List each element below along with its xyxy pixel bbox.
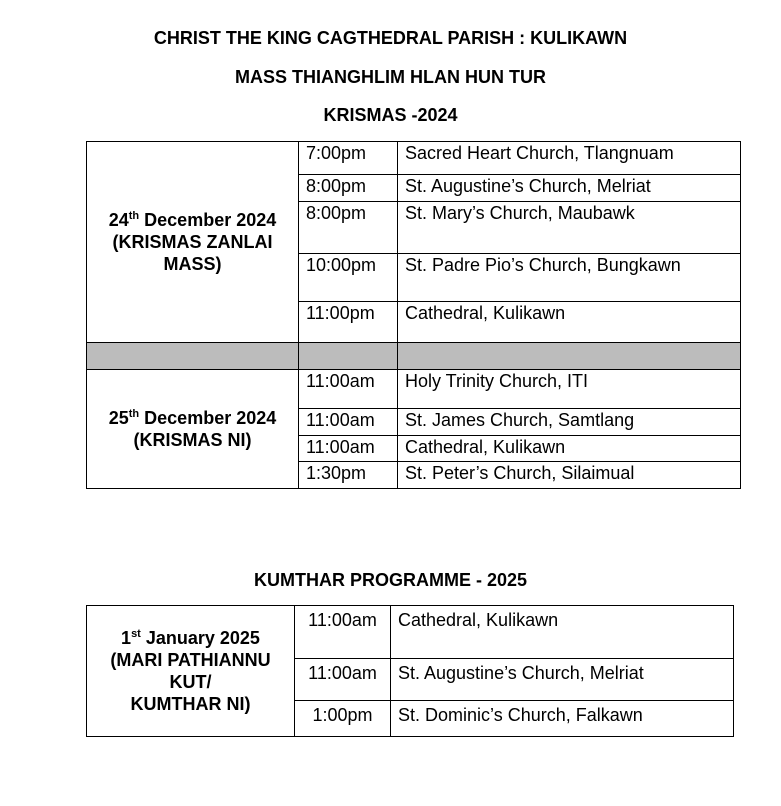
time-cell: 1:00pm — [295, 701, 391, 737]
separator-cell — [299, 343, 398, 370]
time-cell: 11:00am — [295, 606, 391, 659]
time-cell: 11:00am — [299, 436, 398, 462]
krismas-schedule-table — [86, 141, 741, 489]
date-cell-1-january: 1st January 2025 (MARI PATHIANNU KUT/ KUMTHAR NI) — [87, 606, 295, 737]
separator-cell — [398, 343, 741, 370]
kumthar-title: KUMTHAR PROGRAMME - 2025 — [253, 570, 528, 590]
separator-cell — [87, 343, 299, 370]
date-cell-25-december: 25th December 2024 (KRISMAS NI) — [87, 370, 299, 489]
place-cell: Cathedral, Kulikawn — [391, 606, 734, 659]
time-cell: 11:00am — [295, 659, 391, 701]
place-cell: St. Peter’s Church, Silaimual — [398, 462, 741, 489]
place-cell: St. Padre Pio’s Church, Bungkawn — [398, 254, 741, 302]
place-cell: Cathedral, Kulikawn — [398, 436, 741, 462]
separator-row — [87, 343, 741, 370]
place-cell: St. Augustine’s Church, Melriat — [391, 659, 734, 701]
schedule-title: MASS THIANGHLIM HLAN HUN TUR — [235, 67, 546, 87]
place-cell: St. Dominic’s Church, Falkawn — [391, 701, 734, 737]
kumthar-schedule-table — [86, 605, 734, 737]
place-cell: Cathedral, Kulikawn — [398, 302, 741, 343]
table-row — [87, 370, 741, 409]
place-cell: St. Augustine’s Church, Melriat — [398, 175, 741, 202]
date-cell-24-december: 24th December 2024 (KRISMAS ZANLAI MASS) — [87, 142, 299, 343]
krismas-title: KRISMAS -2024 — [323, 105, 458, 125]
time-cell: 8:00pm — [299, 202, 398, 254]
time-cell: 7:00pm — [299, 142, 398, 175]
time-cell: 10:00pm — [299, 254, 398, 302]
parish-title: CHRIST THE KING CAGTHEDRAL PARISH : KULIKAWN — [153, 28, 628, 48]
table-row — [87, 606, 734, 659]
place-cell: Holy Trinity Church, ITI — [398, 370, 741, 409]
time-cell: 8:00pm — [299, 175, 398, 202]
time-cell: 1:30pm — [299, 462, 398, 489]
place-cell: St. James Church, Samtlang — [398, 409, 741, 436]
time-cell: 11:00am — [299, 409, 398, 436]
place-cell: St. Mary’s Church, Maubawk — [398, 202, 741, 254]
time-cell: 11:00pm — [299, 302, 398, 343]
table-row — [87, 142, 741, 175]
time-cell: 11:00am — [299, 370, 398, 409]
place-cell: Sacred Heart Church, Tlangnuam — [398, 142, 741, 175]
